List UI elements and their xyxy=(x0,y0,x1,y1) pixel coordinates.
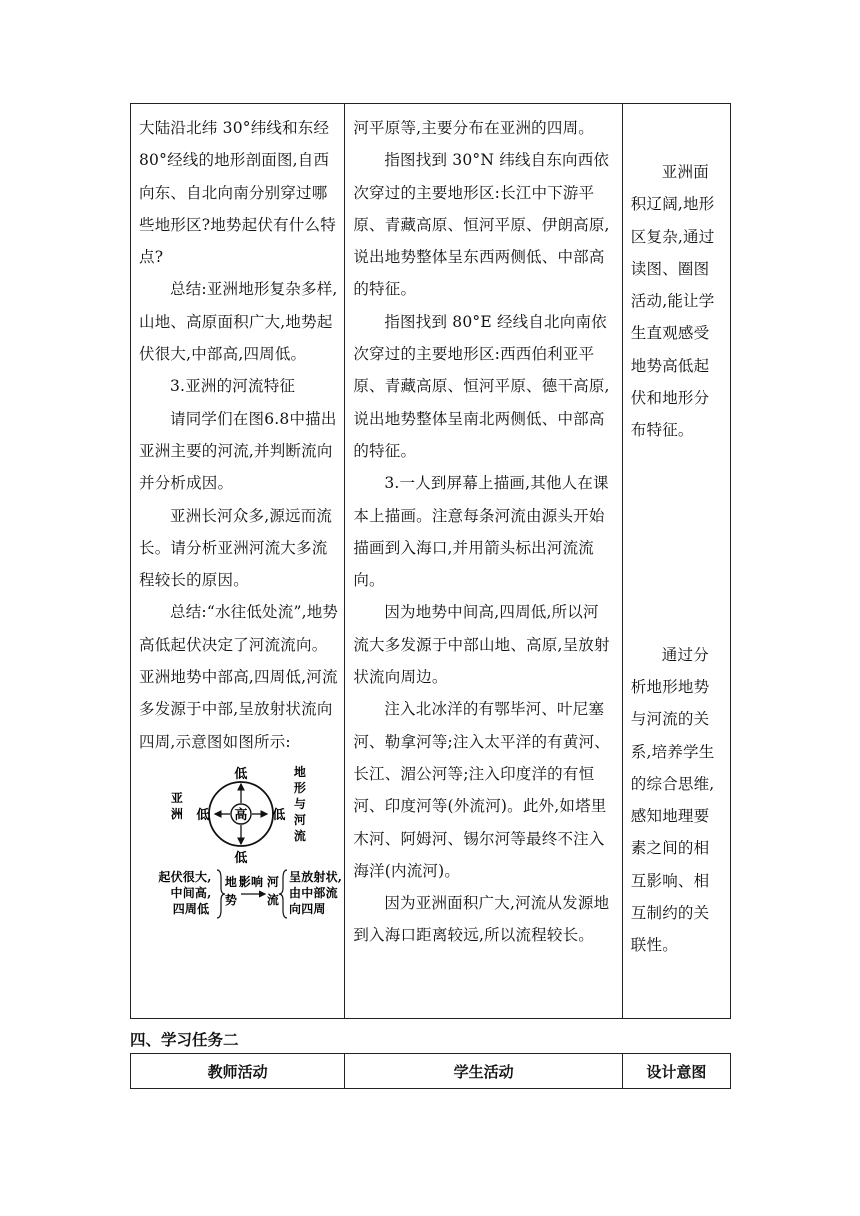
river-feature-text: 向四周 xyxy=(289,901,326,916)
student-paragraph: 指图找到 30°N 纬线自东向西依次穿过的主要地形区:长江中下游平原、青藏高原、恒河平原、伊朗高原,说出地势整体呈东西两侧低、中部高的特征。 xyxy=(353,151,610,299)
student-paragraph: 指图找到 80°E 经线自北向南依次穿过的主要地形区:西西伯利亚平原、青藏高原、恒河平原、德干高原,说出地势整体呈南北两侧低、中部高的特征。 xyxy=(353,312,610,460)
influence-label: 影响 xyxy=(238,874,264,889)
terrain-river-label: 地 xyxy=(293,764,307,779)
teacher-summary-rivers: 总结:“水往低处流”,地势高低起伏决定了河流流向。亚洲地势中部高,四周低,河流多发源于中部,呈放射状流向四周,示意图如图所示: xyxy=(139,603,339,751)
river-feature-text: 由中部流 xyxy=(289,885,338,900)
river-flow-diagram xyxy=(145,762,343,922)
student-paragraph: 因为亚洲面积广大,河流从发源地到入海口距离较远,所以流程较长。 xyxy=(353,894,610,945)
design-intent-cell xyxy=(622,104,730,1019)
teacher-paragraph: 大陆沿北纬 30°纬线和东经 80°经线的地形剖面图,自西向东、自北向南分别穿过哪些地形区?地势起伏有什么特点? xyxy=(139,119,336,267)
brace-left xyxy=(217,870,225,918)
label-top: 低 xyxy=(234,766,248,782)
river-feature-text: 呈放射状, xyxy=(289,869,343,884)
teacher-paragraph: 请同学们在图6.8中描出亚洲主要的河流,并判断流向并分析成因。 xyxy=(139,409,337,493)
activity-table xyxy=(130,103,731,1019)
teacher-subheading-rivers: 3.亚洲的河流特征 xyxy=(170,377,296,396)
student-activity-cell xyxy=(345,104,622,1019)
asia-label-1: 亚 xyxy=(170,790,184,805)
terrain-feature-text: 四周低 xyxy=(172,901,210,916)
student-paragraph: 因为地势中间高,四周低,所以河流大多发源于中部山地、高原,呈放射状流向周边。 xyxy=(353,603,610,687)
terrain-label: 地 xyxy=(224,874,238,889)
teacher-summary-terrain: 总结:亚洲地形复杂多样,山地、高原面积广大,地势起伏很大,中部高,四周低。 xyxy=(139,280,338,364)
terrain-river-label: 流 xyxy=(293,828,307,843)
label-right: 低 xyxy=(272,807,286,823)
terrain-feature-text: 中间高, xyxy=(170,885,212,900)
label-bottom: 低 xyxy=(234,850,248,866)
section-heading: 四、学习任务二 xyxy=(130,1031,239,1049)
student-paragraph: 河平原等,主要分布在亚洲的四周。 xyxy=(353,119,594,137)
terrain-feature-text: 起伏很大, xyxy=(158,869,212,884)
terrain-river-label: 与 xyxy=(293,796,307,811)
task-two-table xyxy=(130,1053,731,1089)
header-teacher: 教师活动 xyxy=(131,1054,345,1089)
brace-right xyxy=(279,870,287,918)
center-label: 高 xyxy=(234,807,248,823)
student-paragraph: 3.一人到屏幕上描画,其他人在课本上描画。注意每条河流由源头开始描画到入海口,并用箭头标出河流流向。 xyxy=(353,474,609,590)
label-left: 低 xyxy=(196,807,210,823)
river-label: 河 xyxy=(266,874,280,889)
header-student: 学生活动 xyxy=(345,1054,622,1089)
terrain-river-label: 形 xyxy=(293,780,307,795)
teacher-activity-cell xyxy=(131,104,345,1019)
river-label: 流 xyxy=(266,892,280,907)
terrain-label: 势 xyxy=(224,892,238,907)
terrain-river-label: 河 xyxy=(293,812,307,827)
header-design: 设计意图 xyxy=(622,1054,730,1089)
design-intent-terrain: 亚洲面积辽阔,地形区复杂,通过读图、圈图活动,能让学生直观感受地势高低起伏和地形分布特征。 xyxy=(630,163,715,440)
teacher-paragraph: 亚洲长河众多,源远而流长。请分析亚洲河流大多流程较长的原因。 xyxy=(139,506,333,590)
design-intent-rivers: 通过分析地形地势与河流的关系,培养学生的综合思维,感知地理要素之间的相互影响、相互制约的关联性。 xyxy=(630,645,715,955)
student-paragraph: 注入北冰洋的有鄂毕河、叶尼塞河、勒拿河等;注入太平洋的有黄河、长江、湄公河等;注入印度洋的有恒河、印度河等(外流河)。此外,如塔里木河、阿姆河、锡尔河等最终不注入海洋(内流河)。 xyxy=(353,700,610,880)
asia-label-2: 洲 xyxy=(170,806,184,821)
